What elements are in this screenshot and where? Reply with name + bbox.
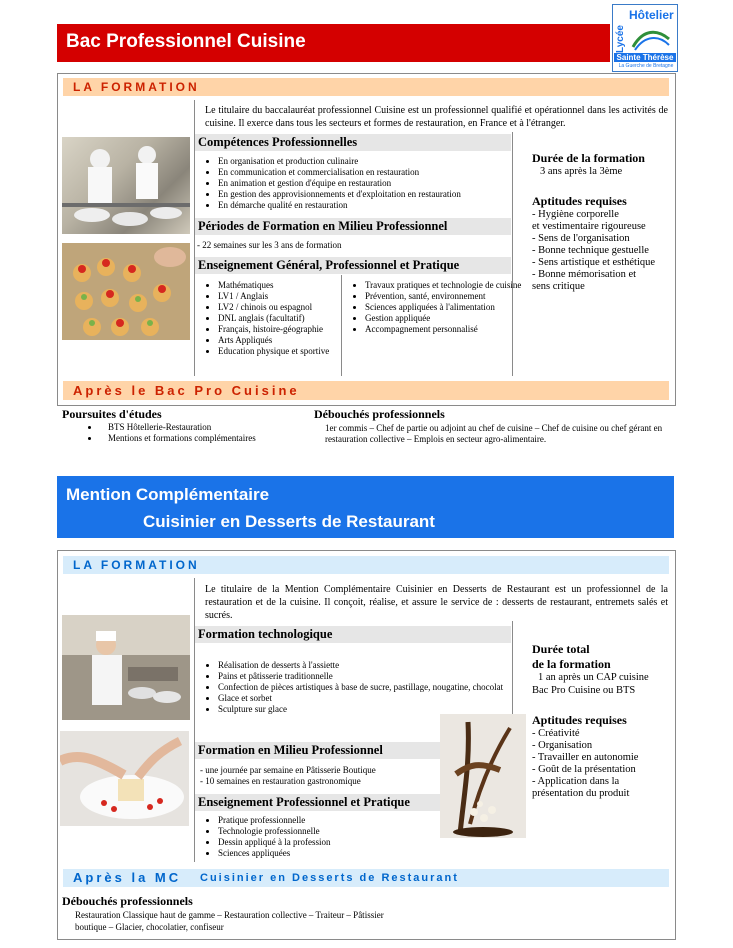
mc-duree-text: 1 an après un CAP cuisine [538, 672, 649, 683]
list-item: • En organisation et production culinaire [218, 156, 518, 167]
list-item: • En animation et gestion d'équipe en restauration [218, 178, 518, 189]
list-item: • En démarche qualité en restauration [218, 200, 518, 211]
mc-ens-list [200, 815, 448, 859]
list-item: - une journée par semaine en Pâtisserie Boutique [200, 765, 376, 775]
logo-hotelier: Hôtelier [629, 8, 674, 22]
dessert-photo [60, 731, 189, 826]
bac-aptitudes-list [532, 209, 655, 293]
chocolate-sculpture-photo [440, 714, 526, 838]
list-item: - Sens artistique et esthétique [532, 257, 656, 268]
mc-apres-label-1: Après la MC [73, 870, 182, 885]
list-item: • En communication et commercialisation en restauration [218, 167, 518, 178]
list-item: • Arts Appliqués [218, 335, 358, 346]
logo-lycee: Lycée [615, 25, 626, 53]
list-item: • Technologie professionnelle [218, 826, 448, 837]
mc-debouches-title: Débouchés professionnels [62, 894, 193, 908]
list-item: • Gestion appliquée [365, 313, 525, 324]
list-item: - Goût de la présentation [532, 764, 636, 775]
list-item: • Français, histoire-géographie [218, 324, 358, 335]
bac-debouches-title: Débouchés professionnels [314, 407, 445, 421]
bac-formation-label: LA FORMATION [73, 80, 200, 94]
bac-banner-title: Bac Professionnel Cuisine [66, 31, 306, 52]
list-item: • Glace et sorbet [218, 693, 518, 704]
kitchen-photo [62, 137, 190, 234]
list-item: • DNL anglais (facultatif) [218, 313, 358, 324]
list-item: • Réalisation de desserts à l'assiette [218, 660, 518, 671]
mc-ens-title: Enseignement Professionnel et Pratique [195, 794, 441, 811]
bac-aptitudes-title: Aptitudes requises [532, 194, 627, 208]
pastries-photo [62, 243, 190, 340]
bac-competences-title: Compétences Professionnelles [195, 134, 511, 151]
list-item: • Pratique professionnelle [218, 815, 448, 826]
list-item: • Travaux pratiques et technologie de cuisine [365, 280, 525, 291]
mc-debouches-text: Restauration Classique haut de gamme – Restauration collective – Traiteur – Pâtissier boutique – Glacier, chocolatier, confiseur [75, 910, 384, 932]
list-item: - Sens de l'organisation [532, 233, 630, 244]
list-item: - Créativité [532, 728, 580, 739]
list-item: • En gestion des approvisionnements et d'exploitation en restauration [218, 189, 518, 200]
bac-apres-label: Après le Bac Pro Cuisine [73, 383, 300, 398]
list-item: • LV2 / chinois ou espagnol [218, 302, 358, 313]
bac-poursuites-title: Poursuites d'études [62, 407, 162, 421]
list-item: et vestimentaire rigoureuse [532, 221, 646, 232]
list-item: - 10 semaines en restauration gastronomique [200, 776, 361, 786]
mc-duree-title-1: Durée total [532, 642, 590, 656]
mc-aptitudes-list [532, 728, 638, 800]
list-item: • BTS Hôtellerie-Restauration [100, 422, 300, 433]
mc-milieu-title: Formation en Milieu Professionnel [195, 742, 441, 759]
list-item: • Prévention, santé, environnement [365, 291, 525, 302]
logo-sainte-therese: Sainte Thérèse [614, 53, 676, 62]
list-item: • Mentions et formations complémentaires [100, 433, 300, 444]
list-item: - Travailler en autonomie [532, 752, 639, 763]
list-item: • Accompagnement personnalisé [365, 324, 525, 335]
chef-photo [62, 615, 190, 720]
mc-milieu-list [200, 765, 376, 787]
school-logo [612, 4, 678, 72]
bac-enseignement-title: Enseignement Général, Professionnel et Pratique [195, 257, 511, 274]
mc-duree-title-2: de la formation [532, 657, 611, 671]
bac-debouches-text: 1er commis – Chef de partie ou adjoint au chef de cuisine – Chef de cuisine ou chef gérant en restauration collective – Emplois en secteur agro-alimentaire. [325, 423, 663, 444]
list-item: - Hygiène corporelle [532, 209, 619, 220]
list-item: • Confection de pièces artistiques à base de sucre, pastillage, nougatine, chocolat [218, 682, 518, 693]
bac-intro: Le titulaire du baccalauréat professionnel Cuisine est un professionnel qualifié et opérationnel dans les activités de cuisine. Il exerce dans tous les secteurs et formes de restauration, en France et à l'étranger. [205, 105, 668, 129]
list-item: • Mathématiques [218, 280, 358, 291]
mc-formation-label: LA FORMATION [73, 558, 200, 572]
mc-banner-line1: Mention Complémentaire [66, 485, 270, 504]
bac-periodes-text: - 22 semaines sur les 3 ans de formation [197, 240, 342, 250]
list-item: sens critique [532, 281, 585, 292]
list-item: • Sculpture sur glace [218, 704, 518, 715]
mc-techno-title: Formation technologique [195, 626, 511, 643]
list-item: - Application dans la [532, 776, 620, 787]
mc-duree-text2: Bac Pro Cuisine ou BTS [532, 685, 636, 696]
bac-competences-list [200, 156, 518, 211]
bac-duree-text: 3 ans après la 3ème [540, 166, 623, 177]
list-item: • Sciences appliquées [218, 848, 448, 859]
mc-intro: Le titulaire de la Mention Complémentaire Cuisinier en Desserts de Restaurant est un professionnel de la restauration et de la cuisine. Il conçoit, réalise, et assure le service de : desserts de restaurant, entremets salés et sucrés. [205, 584, 668, 621]
mc-divider-left [194, 578, 195, 862]
list-item: • Sciences appliquées à l'alimentation [365, 302, 525, 313]
list-item: • Dessin appliqué à la profession [218, 837, 448, 848]
mc-apres-label-2: Cuisinier en Desserts de Restaurant [200, 872, 459, 884]
mc-banner-line2: Cuisinier en Desserts de Restaurant [143, 512, 435, 531]
list-item: - Organisation [532, 740, 593, 751]
list-item: présentation du produit [532, 788, 630, 799]
list-item: - Bonne mémorisation et [532, 269, 637, 280]
list-item: • Pains et pâtisserie traditionnelle [218, 671, 518, 682]
logo-town: La Guerche de Bretagne [618, 63, 674, 69]
bac-periodes-title: Périodes de Formation en Milieu Professionnel [195, 218, 511, 235]
list-item: - Bonne technique gestuelle [532, 245, 649, 256]
list-item: • Education physique et sportive [218, 346, 358, 357]
bac-duree-title: Durée de la formation [532, 151, 645, 165]
list-item: • LV1 / Anglais [218, 291, 358, 302]
bac-enseignement-left [200, 280, 358, 357]
mc-techno-list [200, 660, 518, 715]
mc-aptitudes-title: Aptitudes requises [532, 713, 627, 727]
logo-swirl [631, 25, 671, 51]
bac-enseignement-right [347, 280, 525, 335]
bac-poursuites-list [82, 422, 300, 444]
